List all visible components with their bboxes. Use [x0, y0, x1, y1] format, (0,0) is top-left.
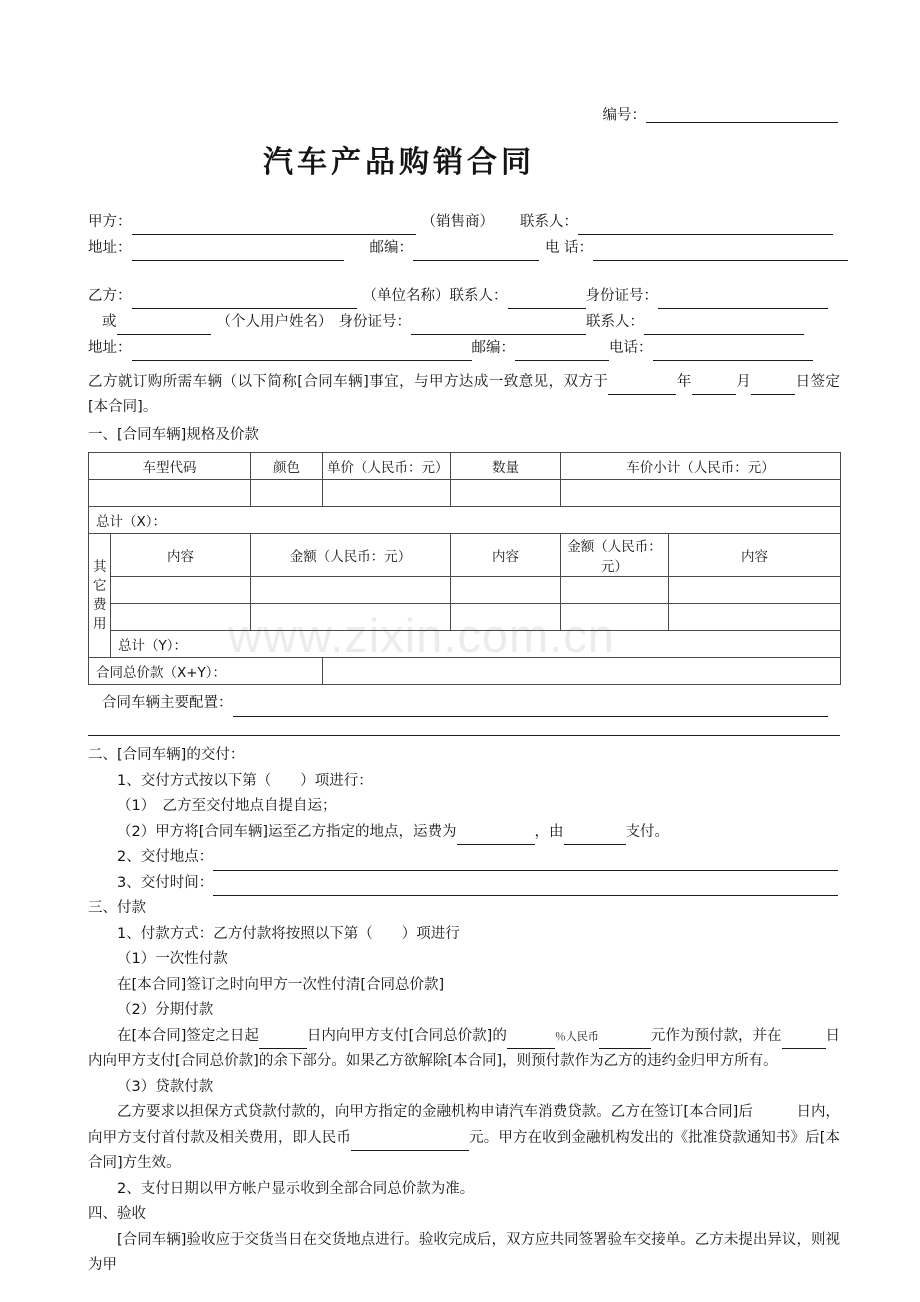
table-row-vehicle-header	[89, 453, 841, 480]
party-a-name-line	[88, 209, 840, 235]
section-2-item-1: 1、交付方式按以下第（ ）项进行：	[117, 772, 373, 789]
party-b-personal-contact-label: 联系人：	[586, 314, 644, 331]
table-row-fee-data-1	[89, 577, 841, 604]
party-b-id-field[interactable]	[658, 295, 828, 310]
downpayment-amount-field[interactable]	[351, 1137, 469, 1152]
td-other-fees-vertical-label	[89, 534, 111, 658]
party-b-personal-line	[88, 309, 840, 335]
sign-year-label: 年	[676, 374, 692, 391]
td-grand-total-label: 合同总价款（X+Y）：	[89, 658, 323, 685]
intro-text: 乙方就订购所需车辆（以下简称[合同车辆]事宜，与甲方达成一致意见，双方于	[88, 374, 609, 391]
party-b-or-label: 或	[102, 314, 117, 331]
party-b-name-note: （单位名称）	[362, 288, 450, 305]
section-2-sub-2-text-a: （2）甲方将[合同车辆]运至乙方指定的地点，运费为	[117, 823, 457, 840]
table-row-total-x	[89, 507, 841, 534]
sign-year-field[interactable]	[608, 381, 676, 396]
td-fee-amount-1b[interactable]	[251, 604, 451, 631]
vehicle-config-field-line2[interactable]	[88, 721, 840, 736]
party-b-contact-label: 联系人：	[449, 288, 508, 305]
section-3-option-3-body	[88, 1100, 840, 1177]
td-fee-amount-2b[interactable]	[561, 604, 669, 631]
td-fee-content-2a[interactable]	[451, 577, 561, 604]
party-b-phone-label: 电话：	[609, 340, 653, 357]
section-2-sub-2-text-b: ，由	[534, 823, 564, 840]
serial-number-field[interactable]	[646, 108, 838, 123]
sign-month-field[interactable]	[692, 381, 736, 396]
section-4-body: [合同车辆]验收应于交货当日在交货地点进行。验收完成后，双方应共同签署验车交接单。乙方未提出异议，则视为甲	[88, 1231, 840, 1274]
opt2-text-e: 日内向甲	[88, 1027, 841, 1070]
vehicle-config-block	[88, 690, 840, 736]
party-b-block	[88, 283, 840, 361]
party-a-postcode-field[interactable]	[413, 247, 539, 262]
td-fee-content-1b[interactable]	[111, 604, 251, 631]
section-3-option-2-body	[88, 1024, 840, 1075]
serial-number-row	[88, 0, 840, 123]
party-a-contact-label: 联系人：	[520, 214, 578, 231]
party-b-personal-id-label: 身份证号：	[338, 314, 411, 331]
sign-month-label: 月	[735, 374, 752, 391]
party-a-block	[88, 209, 840, 261]
td-fee-content-3b[interactable]	[669, 604, 841, 631]
section-2-sub-2	[88, 820, 840, 846]
opt3-text-a: 乙方要求以担保方式贷款付款的，向甲方指定的金融机构申请汽车消费贷款。乙方在签订[本合同]后 日内，向甲方	[88, 1104, 840, 1146]
th-fee-content-3: 内容	[669, 534, 841, 577]
delivery-time-field[interactable]	[213, 882, 838, 897]
td-total-x-label[interactable]: 总计（X）：	[89, 507, 841, 534]
party-b-phone-field[interactable]	[653, 347, 813, 362]
opt3-text-c: 元。甲方在收到金融机构发出的《批准贷款通知书》后[本合同]方生	[88, 1129, 841, 1172]
section-1-heading: 一、[合同车辆]规格及价款	[88, 427, 259, 444]
vehicle-config-field-line1[interactable]	[233, 703, 828, 718]
section-2-block	[88, 743, 840, 896]
party-b-address-field[interactable]	[132, 347, 472, 362]
th-subtotal: 车价小计（人民币：元）	[561, 453, 841, 480]
opt2-text-f: 方支付[合同总价款]的余下部分。如果乙方欲解除[本合同]，则预付款作为乙方的违约金归甲方所有。	[131, 1053, 778, 1070]
party-b-name-label: 乙方：	[88, 288, 132, 305]
table-row-fee-data-2	[89, 604, 841, 631]
section-3-option-1-body: 在[本合同]签订之时向甲方一次性付清[合同总价款]	[117, 976, 445, 993]
td-total-y-label[interactable]: 总计（Y）：	[111, 631, 841, 658]
th-fee-amount-2: 金额（人民币：元）	[561, 534, 669, 577]
section-3-option-3-title: （3）贷款付款	[117, 1078, 214, 1095]
section-2-sub-2-text-c: 支付。	[625, 823, 670, 840]
party-b-personal-contact-field[interactable]	[644, 321, 804, 336]
vehicle-config-label: 合同车辆主要配置：	[102, 695, 233, 712]
section-4-block	[88, 1202, 840, 1279]
party-b-postcode-field[interactable]	[515, 347, 609, 362]
vehicle-spec-table	[88, 452, 841, 685]
party-b-id-label: 身份证号：	[585, 288, 658, 305]
serial-number-label: 编号：	[602, 107, 646, 124]
table-row-vehicle-data	[89, 480, 841, 507]
intro-paragraph	[88, 370, 840, 420]
section-3-item-1: 1、付款方式：乙方付款将按照以下第（ ）项进行	[117, 925, 460, 942]
party-a-contact-field[interactable]	[578, 221, 833, 236]
td-fee-content-2b[interactable]	[451, 604, 561, 631]
opt2-text-d: 元作为预付款，并在	[650, 1027, 782, 1044]
section-2-item-2	[88, 845, 840, 871]
opt2-text-b: 日内向甲方支付[合同总价款]的	[306, 1027, 507, 1044]
td-unit-price[interactable]	[323, 480, 451, 507]
td-fee-content-1a[interactable]	[111, 577, 251, 604]
th-unit-price: 单价（人民币：元）	[323, 453, 451, 480]
td-fee-content-3a[interactable]	[669, 577, 841, 604]
delivery-place-field[interactable]	[213, 856, 838, 871]
party-a-address-field[interactable]	[132, 247, 344, 262]
section-2-sub-1: （1） 乙方至交付地点自提自运；	[117, 798, 337, 815]
delivery-place-label: 2、交付地点：	[117, 849, 214, 866]
prepay-days-field[interactable]	[259, 1035, 307, 1050]
watermark-text: www.zixin.com.cn	[228, 609, 615, 662]
table-row-grand-total	[89, 658, 841, 685]
section-2-item-3	[88, 871, 840, 897]
prepay-amount-field[interactable]	[599, 1035, 651, 1050]
freight-payer-field[interactable]	[564, 831, 626, 846]
party-b-personal-name-field[interactable]	[117, 321, 211, 336]
section-3-block	[88, 896, 840, 1202]
section-3-item-2: 2、支付日期以甲方帐户显示收到全部合同总价款为准。	[117, 1180, 475, 1197]
th-fee-amount-1: 金额（人民币：元）	[251, 534, 451, 577]
party-a-address-line	[88, 235, 840, 261]
balance-days-field[interactable]	[782, 1035, 826, 1050]
party-b-personal-note: （个人用户姓名）	[216, 314, 333, 331]
party-a-name-field[interactable]	[132, 221, 416, 236]
opt2-text-c: ％人民币	[554, 1029, 599, 1043]
delivery-time-label: 3、交付时间：	[117, 874, 214, 891]
td-model-code[interactable]	[89, 480, 251, 507]
td-quantity[interactable]	[451, 480, 561, 507]
section-4-heading: 四、验收	[88, 1206, 146, 1223]
vertical-char-2: 它	[93, 577, 107, 594]
table-row-fee-header	[89, 534, 841, 577]
opt3-text-d: 效。	[151, 1155, 181, 1172]
th-fee-content-1: 内容	[111, 534, 251, 577]
opt3-text-b: 支付首付款及相关费用，即人民币	[131, 1129, 351, 1146]
sign-day-label: 日签定[本合同]。	[88, 374, 841, 416]
party-b-personal-id-field[interactable]	[411, 321, 586, 336]
party-a-phone-label: 电 话：	[545, 240, 594, 257]
section-3-heading: 三、付款	[88, 900, 146, 917]
table-row-total-y	[89, 631, 841, 658]
vertical-char-4: 用	[93, 615, 107, 632]
th-model-code: 车型代码	[89, 453, 251, 480]
prepay-percent-field[interactable]	[507, 1035, 555, 1050]
td-fee-amount-2a[interactable]	[561, 577, 669, 604]
th-color: 颜色	[251, 453, 323, 480]
td-grand-total-value[interactable]	[323, 658, 841, 685]
party-b-address-label: 地址：	[88, 340, 132, 357]
sign-day-field[interactable]	[751, 381, 795, 396]
party-a-address-label: 地址：	[88, 240, 132, 257]
party-b-name-line	[88, 283, 840, 309]
th-fee-content-2: 内容	[451, 534, 561, 577]
th-quantity: 数量	[451, 453, 561, 480]
party-a-phone-field[interactable]	[593, 247, 848, 262]
party-b-contact-field[interactable]	[508, 295, 586, 310]
freight-amount-field[interactable]	[457, 831, 535, 846]
section-3-option-1-title: （1）一次性付款	[117, 951, 228, 968]
party-a-name-note: （销售商）	[421, 214, 494, 231]
td-subtotal[interactable]	[561, 480, 841, 507]
td-fee-amount-1a[interactable]	[251, 577, 451, 604]
opt2-text-a: 在[本合同]签定之日起	[117, 1027, 259, 1044]
party-a-name-label: 甲方：	[88, 214, 132, 231]
party-b-postcode-label: 邮编：	[471, 340, 515, 357]
party-b-name-field[interactable]	[132, 295, 357, 310]
page-title: 汽车产品购销合同	[263, 144, 535, 180]
party-b-address-line	[88, 335, 840, 361]
section-2-heading: 二、[合同车辆]的交付：	[88, 747, 245, 764]
td-color[interactable]	[251, 480, 323, 507]
party-a-postcode-label: 邮编：	[369, 240, 413, 257]
vertical-char-1: 其	[93, 558, 107, 575]
section-3-option-2-title: （2）分期付款	[117, 1002, 214, 1019]
vertical-char-3: 费	[93, 596, 107, 613]
